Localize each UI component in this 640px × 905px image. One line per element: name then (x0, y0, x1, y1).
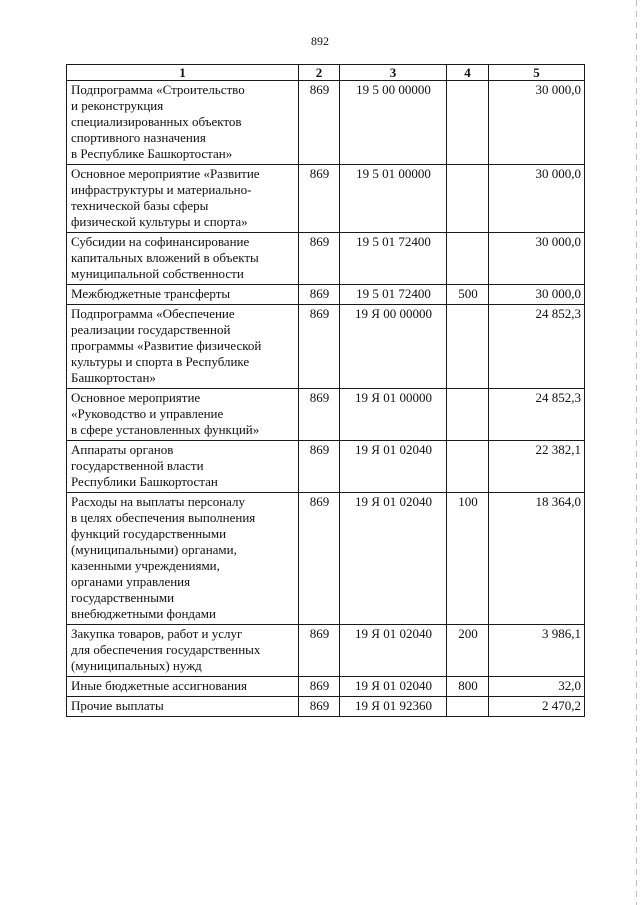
row-amount: 22 382,1 (489, 441, 585, 493)
row-admin-code: 869 (299, 285, 340, 305)
page-number: 892 (311, 34, 329, 48)
row-name: Субсидии на софинансирование капитальных вложений в объекты муниципальной собственности (67, 233, 299, 285)
row-admin-code: 869 (299, 165, 340, 233)
row-amount: 30 000,0 (489, 233, 585, 285)
row-name: Межбюджетные трансферты (67, 285, 299, 305)
row-target-code: 19 Я 01 92360 (340, 697, 447, 717)
row-expense-type (447, 441, 489, 493)
row-amount: 30 000,0 (489, 81, 585, 165)
table-row (67, 389, 585, 441)
row-expense-type: 500 (447, 285, 489, 305)
row-name: Основное мероприятие «Руководство и управление в сфере установленных функций» (67, 389, 299, 441)
row-expense-type (447, 233, 489, 285)
table-row (67, 285, 585, 305)
row-name: Аппараты органов государственной власти Республики Башкортостан (67, 441, 299, 493)
header-cell: 1 (67, 65, 299, 81)
row-expense-type: 800 (447, 677, 489, 697)
row-target-code: 19 Я 01 02040 (340, 441, 447, 493)
row-name: Закупка товаров, работ и услуг для обеспечения государственных (муниципальных) нужд (67, 625, 299, 677)
header-row (67, 65, 585, 81)
row-name: Подпрограмма «Обеспечение реализации государственной программы «Развитие физической культуры и спорта в Республике Башкортостан» (67, 305, 299, 389)
row-name: Прочие выплаты (67, 697, 299, 717)
row-target-code: 19 5 01 00000 (340, 165, 447, 233)
row-target-code: 19 Я 01 02040 (340, 493, 447, 625)
row-target-code: 19 Я 01 02040 (340, 677, 447, 697)
budget-table (66, 64, 585, 717)
row-name: Подпрограмма «Строительство и реконструкция специализированных объектов спортивного назначения в Республике Башкортостан» (67, 81, 299, 165)
row-admin-code: 869 (299, 697, 340, 717)
row-admin-code: 869 (299, 389, 340, 441)
table-row (67, 233, 585, 285)
row-expense-type (447, 305, 489, 389)
row-amount: 30 000,0 (489, 285, 585, 305)
row-amount: 18 364,0 (489, 493, 585, 625)
row-target-code: 19 Я 01 00000 (340, 389, 447, 441)
table-row (67, 625, 585, 677)
row-amount: 3 986,1 (489, 625, 585, 677)
table-row (67, 305, 585, 389)
table-row (67, 493, 585, 625)
row-admin-code: 869 (299, 305, 340, 389)
row-admin-code: 869 (299, 233, 340, 285)
row-name: Иные бюджетные ассигнования (67, 677, 299, 697)
row-target-code: 19 5 01 72400 (340, 285, 447, 305)
header-cell: 4 (447, 65, 489, 81)
row-target-code: 19 5 00 00000 (340, 81, 447, 165)
row-expense-type (447, 697, 489, 717)
row-target-code: 19 Я 01 02040 (340, 625, 447, 677)
row-admin-code: 869 (299, 441, 340, 493)
row-target-code: 19 Я 00 00000 (340, 305, 447, 389)
row-expense-type: 100 (447, 493, 489, 625)
header-cell: 5 (489, 65, 585, 81)
scan-edge (636, 0, 637, 905)
header-cell: 2 (299, 65, 340, 81)
table-row (67, 165, 585, 233)
row-target-code: 19 5 01 72400 (340, 233, 447, 285)
row-amount: 32,0 (489, 677, 585, 697)
row-name: Расходы на выплаты персоналу в целях обеспечения выполнения функций государственными (муниципальными) органами, казенными учреждениями, органами управления государственными внебюджетными фондами (67, 493, 299, 625)
row-admin-code: 869 (299, 625, 340, 677)
row-admin-code: 869 (299, 677, 340, 697)
table-row (67, 677, 585, 697)
row-amount: 2 470,2 (489, 697, 585, 717)
row-amount: 24 852,3 (489, 389, 585, 441)
row-amount: 24 852,3 (489, 305, 585, 389)
row-expense-type: 200 (447, 625, 489, 677)
row-admin-code: 869 (299, 81, 340, 165)
row-expense-type (447, 389, 489, 441)
row-name: Основное мероприятие «Развитие инфраструктуры и материально- технической базы сферы физической культуры и спорта» (67, 165, 299, 233)
row-admin-code: 869 (299, 493, 340, 625)
table-row (67, 81, 585, 165)
row-amount: 30 000,0 (489, 165, 585, 233)
table-row (67, 697, 585, 717)
header-cell: 3 (340, 65, 447, 81)
row-expense-type (447, 165, 489, 233)
table-row (67, 441, 585, 493)
row-expense-type (447, 81, 489, 165)
